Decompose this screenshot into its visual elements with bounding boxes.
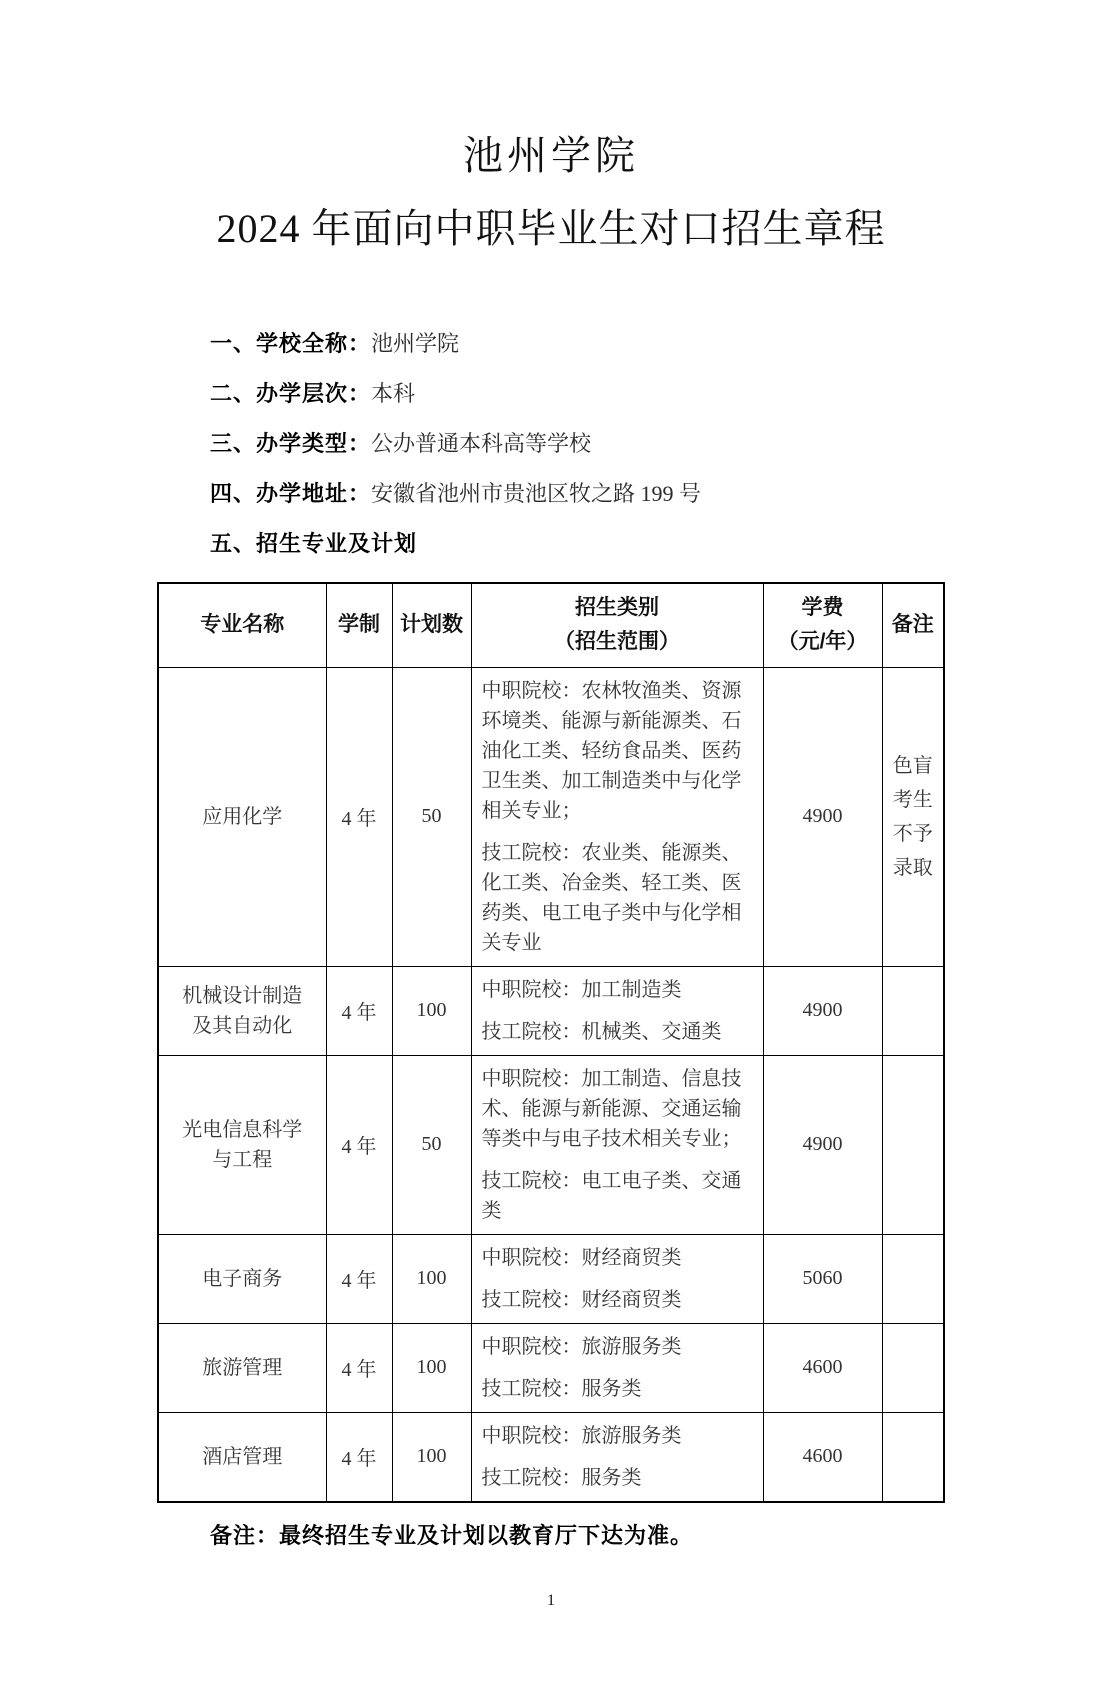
document-title: 池州学院 — [463, 133, 639, 178]
info-value: 本科 — [371, 381, 416, 406]
category-cell: 中职院校：旅游服务类 技工院校：服务类 — [471, 1323, 763, 1412]
major-cell: 机械设计制造及其自动化 — [158, 966, 326, 1055]
col-header-tuition: 学费 （元/年） — [763, 583, 882, 667]
tuition-cell: 4900 — [763, 966, 882, 1055]
remark-cell — [882, 966, 944, 1055]
table-row-optoelectronic-info — [158, 1055, 944, 1234]
document-subtitle: 2024 年面向中职毕业生对口招生章程 — [216, 206, 886, 251]
footer-note: 备注：最终招生专业及计划以教育厅下达为准。 — [210, 1522, 694, 1548]
remark-cell — [882, 1323, 944, 1412]
category-cell: 中职院校：加工制造类 技工院校：机械类、交通类 — [471, 966, 763, 1055]
table-row-mechanical-design — [158, 966, 944, 1055]
col-header-major: 专业名称 — [158, 583, 326, 667]
plan-count-cell: 50 — [392, 1055, 471, 1234]
plan-count-cell: 100 — [392, 1323, 471, 1412]
col-header-category: 招生类别 （招生范围） — [471, 583, 763, 667]
tuition-cell: 4600 — [763, 1323, 882, 1412]
info-label: 二、办学层次： — [210, 381, 372, 406]
major-cell: 应用化学 — [158, 667, 326, 966]
tuition-cell: 4900 — [763, 1055, 882, 1234]
duration-cell: 4 年 — [326, 966, 392, 1055]
table-row-tourism-management — [158, 1323, 944, 1412]
plan-count-cell: 100 — [392, 966, 471, 1055]
info-value: 池州学院 — [371, 331, 460, 356]
col-header-remark: 备注 — [882, 583, 944, 667]
duration-cell: 4 年 — [326, 1234, 392, 1323]
tuition-cell: 4600 — [763, 1412, 882, 1502]
col-header-plan-count: 计划数 — [392, 583, 471, 667]
category-cell: 中职院校：财经商贸类 技工院校：财经商贸类 — [471, 1234, 763, 1323]
remark-cell — [882, 1412, 944, 1502]
admission-table-wrapper — [157, 582, 1102, 1503]
remark-cell — [882, 1055, 944, 1234]
duration-cell: 4 年 — [326, 667, 392, 966]
info-item-address — [210, 482, 1102, 506]
category-cell: 中职院校：加工制造、信息技术、能源与新能源、交通运输等类中与电子技术相关专业； 技工院校：电工电子类、交通类 — [471, 1055, 763, 1234]
info-label: 三、办学类型： — [210, 431, 372, 456]
info-item-majors-plan-heading — [210, 532, 1102, 556]
tuition-cell: 4900 — [763, 667, 882, 966]
tuition-cell: 5060 — [763, 1234, 882, 1323]
info-item-school-type — [210, 432, 1102, 456]
admission-plan-table — [157, 582, 945, 1503]
page-number: 1 — [547, 1591, 555, 1609]
info-value: 公办普通本科高等学校 — [371, 431, 592, 456]
info-label: 一、学校全称： — [210, 331, 372, 356]
info-item-school-name — [210, 332, 1102, 356]
category-cell: 中职院校：农林牧渔类、资源环境类、能源与新能源类、石油化工类、轻纺食品类、医药卫生类、加工制造类中与化学相关专业； 技工院校：农业类、能源类、化工类、冶金类、轻工类、医药类、电工电子类中与化学相关专业 — [471, 667, 763, 966]
col-header-duration: 学制 — [326, 583, 392, 667]
category-cell: 中职院校：旅游服务类 技工院校：服务类 — [471, 1412, 763, 1502]
plan-count-cell: 50 — [392, 667, 471, 966]
duration-cell: 4 年 — [326, 1055, 392, 1234]
remark-cell — [882, 1234, 944, 1323]
major-cell: 电子商务 — [158, 1234, 326, 1323]
duration-cell: 4 年 — [326, 1412, 392, 1502]
plan-count-cell: 100 — [392, 1412, 471, 1502]
remark-cell: 色盲考生不予录取 — [882, 667, 944, 966]
table-row-hotel-management — [158, 1412, 944, 1502]
table-row-ecommerce — [158, 1234, 944, 1323]
info-value: 安徽省池州市贵池区牧之路 199 号 — [371, 481, 702, 506]
info-label: 五、招生专业及计划 — [210, 531, 418, 556]
major-cell: 酒店管理 — [158, 1412, 326, 1502]
info-label: 四、办学地址： — [210, 481, 372, 506]
major-cell: 旅游管理 — [158, 1323, 326, 1412]
table-header-row — [158, 583, 944, 667]
plan-count-cell: 100 — [392, 1234, 471, 1323]
duration-cell: 4 年 — [326, 1323, 392, 1412]
table-row-applied-chemistry — [158, 667, 944, 966]
major-cell: 光电信息科学与工程 — [158, 1055, 326, 1234]
info-item-education-level — [210, 382, 1102, 406]
info-list — [210, 332, 1102, 556]
